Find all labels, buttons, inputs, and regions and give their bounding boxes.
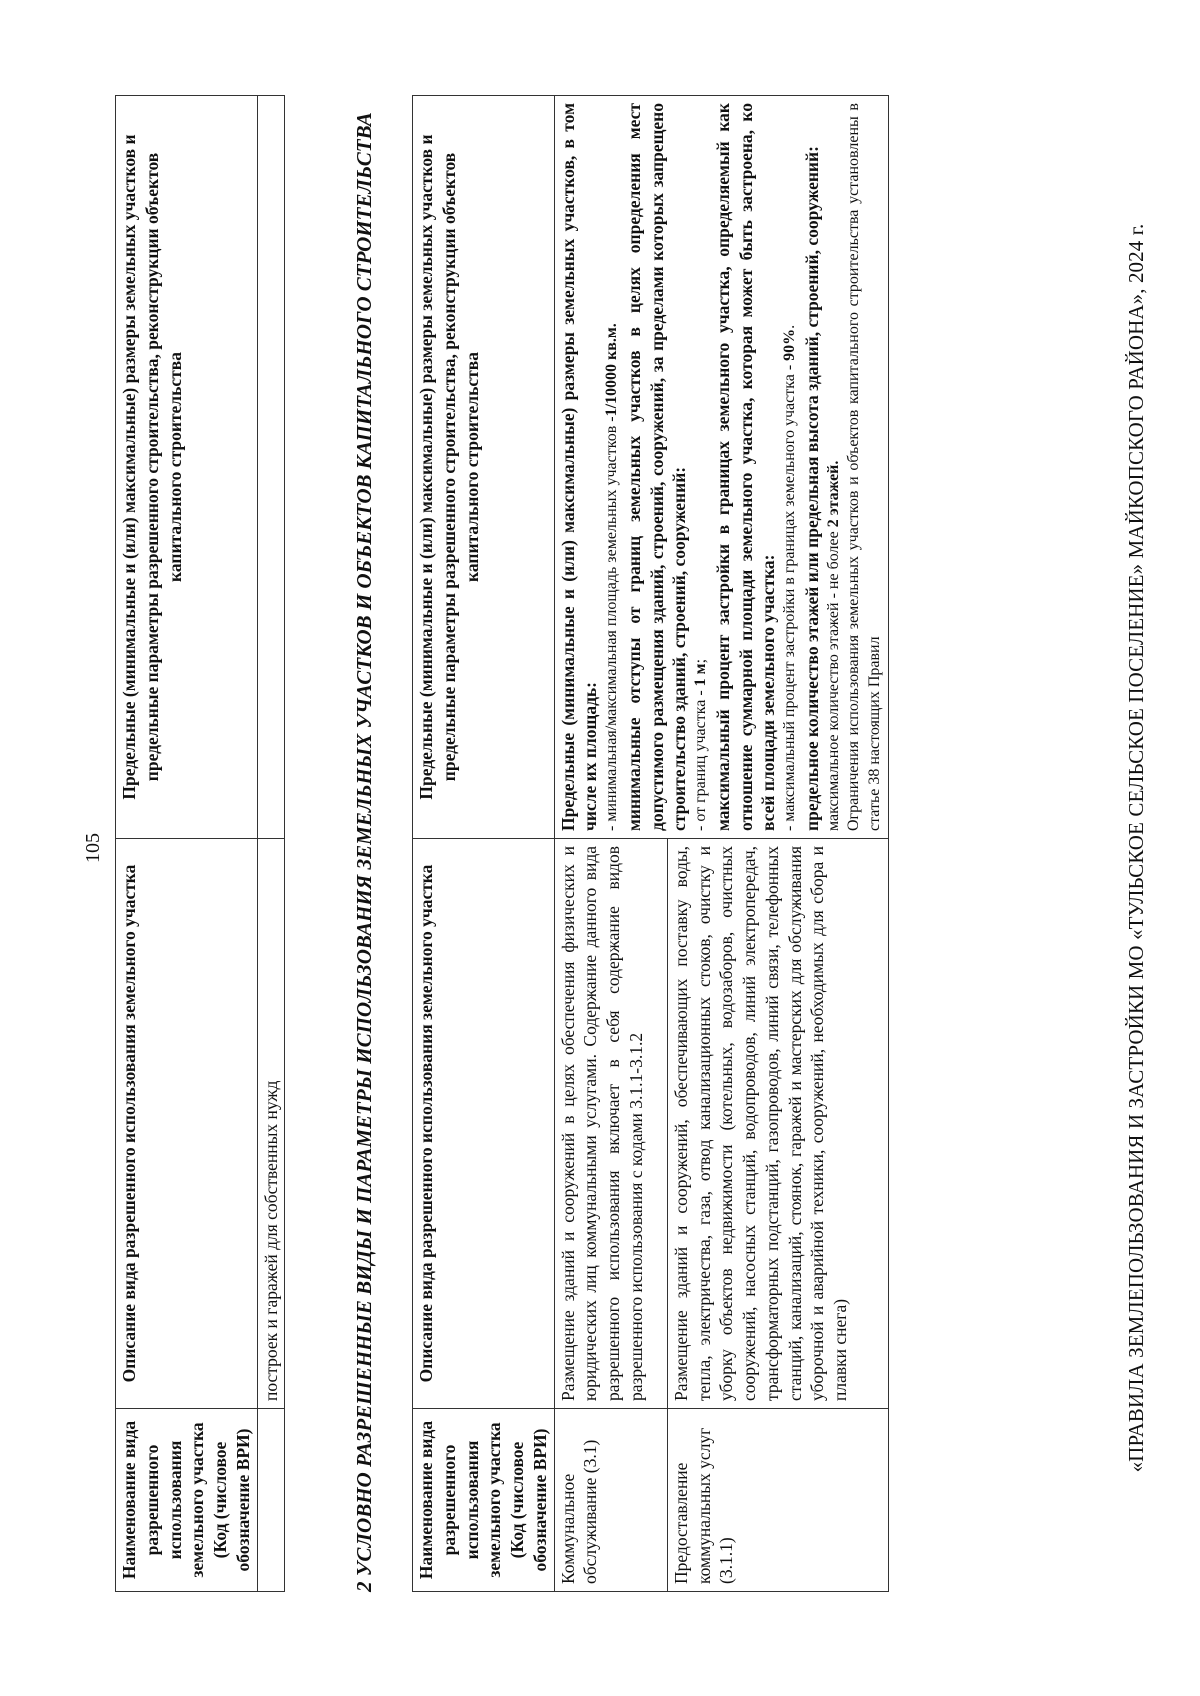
name-cell [257,1409,285,1592]
table-header-row [413,96,555,1592]
params-line: - от границ участка - 1 м; [692,658,710,831]
table-conditional-uses [412,95,889,1592]
name-cell: Предоставление коммунальных услуг (3.1.1) [667,1409,888,1592]
params-line: максимальный процент застройки в границах земельного участка, определяемый как отношение суммарной площади земельного участка, которая может быть застроена, ко всей площади земельного участка: [712,103,779,831]
params-line: Предельные (минимальные и (или) максимальные) размеры земельных участков, в том числе их площадь: [557,103,601,831]
params-cell [554,96,889,839]
header-name-cell: Наименование вида разрешенного использования земельного участка (Код (числовое обозначение ВРИ) [116,1409,258,1592]
params-line: минимальные отступы от границ земельных участков в целях определения мест допустимого размещения зданий, строений, сооружений, за пределами которых запрещено строительство зданий, строений, сооружений: [623,103,690,831]
params-line: - максимальный процент застройки в границах земельного участка - 90%. [781,324,799,831]
table-header-row [116,96,258,1592]
header-description-cell: Описание вида разрешенного использования земельного участка [413,839,555,1409]
params-line: Ограничения использования земельных участков и объектов капитального строительства установлены в статье 38 настоящих Правил [845,103,884,831]
header-params-cell: Предельные (минимальные и (или) максимальные) размеры земельных участков и предельные параметры разрешенного строительства, реконструкции объектов капитального строительства [413,96,555,839]
page-number: 105 [82,833,104,863]
header-params-cell: Предельные (минимальные и (или) максимальные) размеры земельных участков и предельные параметры разрешенного строительства, реконструкции объектов капитального строительства [116,96,258,839]
table-row [554,96,667,1592]
footer: «ПРАВИЛА ЗЕМЛЕПОЛЬЗОВАНИЯ И ЗАСТРОЙКИ МО «ТУЛЬСКОЕ СЕЛЬСКОЕ ПОСЕЛЕНИЕ» МАЙКОПСКОГО РАЙОНА», 2024 г. [1124,223,1148,1473]
description-cell: Размещение зданий и сооружений в целях обеспечения физических и юридических лиц коммунальными услугами. Содержание данного вида разрешенного использования включает в себя содержание видов разрешенного использования с кодами 3.1.1-3.1.2 [554,839,667,1409]
params-line: предельное количество этажей или предельная высота зданий, строений, сооружений: [801,146,822,831]
params-line: максимальное количество этажей - не более 2 этажей. [824,460,842,831]
description-cell: Размещение зданий и сооружений, обеспечивающих поставку воды, тепла, электричества, газа, отвод канализационных стоков, очистку и уборку объектов недвижимости (котельных, водозаборов, очистных сооружений, насосных станций, водопроводов, линий электропередач, трансформаторных подстанций, газопроводов, линий связи, телефонных станций, канализаций, стоянок, гаражей и мастерских для обслуживания уборочной и аварийной техники, сооружений, необходимых для сбора и плавки снега) [667,839,888,1409]
header-name-cell: Наименование вида разрешенного использования земельного участка (Код (числовое обозначение ВРИ) [413,1409,555,1592]
table-continuation [115,95,285,1592]
description-cell: построек и гаражей для собственных нужд [257,839,285,1409]
params-line: - минимальная/максимальная площадь земельных участков -1/10000 кв.м. [603,323,620,831]
section-title: 2 УСЛОВНО РАЗРЕШЕННЫЕ ВИДЫ И ПАРАМЕТРЫ ИСПОЛЬЗОВАНИЯ ЗЕМЕЛЬНЫХ УЧАСТКОВ И ОБЪЕКТОВ КАПИТАЛЬНОГО СТРОИТЕЛЬСТВА [352,112,376,1592]
header-description-cell: Описание вида разрешенного использования земельного участка [116,839,258,1409]
name-cell: Коммунальное обслуживание (3.1) [554,1409,667,1592]
params-cell [257,96,285,839]
table-row [257,96,285,1592]
